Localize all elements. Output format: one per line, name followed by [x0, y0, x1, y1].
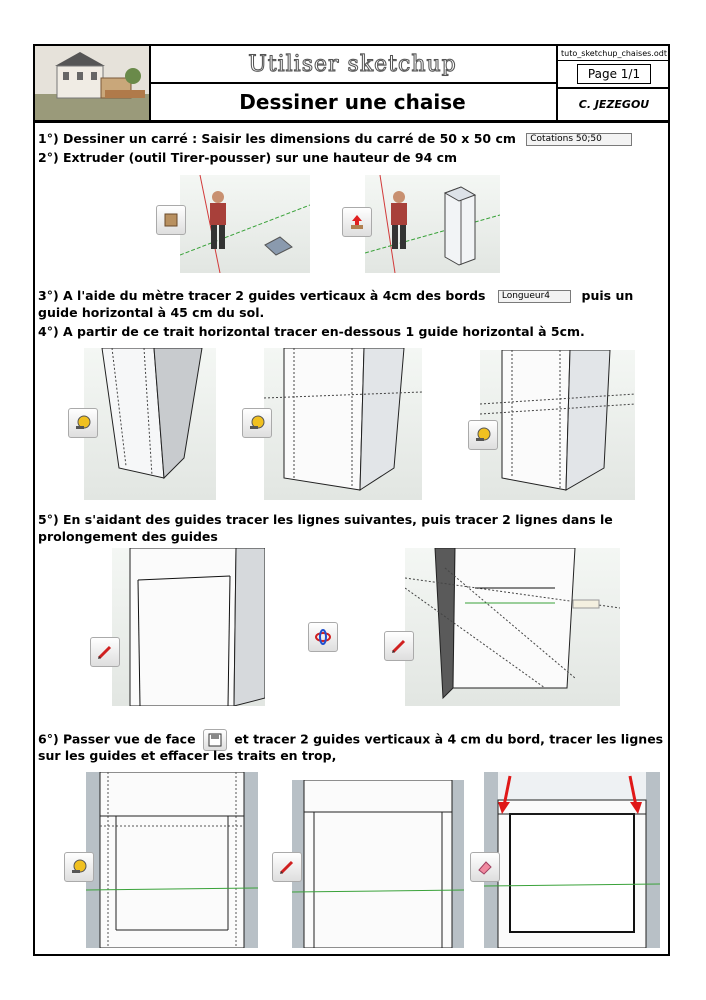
longueur-field	[498, 290, 571, 303]
front-view-image-1	[86, 772, 258, 948]
step-3-text-after: puis un	[581, 288, 634, 303]
guides-image-2	[264, 348, 422, 500]
pencil-icon[interactable]	[384, 631, 414, 661]
page-subtitle: Dessiner une chaise	[239, 90, 466, 114]
cotations-field	[526, 133, 631, 146]
lines-image-2	[405, 548, 620, 706]
field-label: Cotations	[530, 134, 574, 144]
page-number: Page 1/1	[577, 64, 651, 84]
front-view-image-3	[484, 772, 660, 948]
step-1-text: 1°) Dessiner un carré : Saisir les dimensions du carré de 50 x 50 cm	[38, 131, 516, 146]
field-value: 50;50	[575, 134, 602, 144]
file-name: tuto_sketchup_chaises.odt	[558, 46, 670, 61]
step-4: 4°) A partir de ce trait horizontal tracer en-dessous 1 guide horizontal à 5cm.	[38, 324, 585, 339]
step-6-text-b: et tracer 2 guides verticaux à 4 cm du bord, tracer les lignes	[234, 731, 664, 747]
step-6-text-a: 6°) Passer vue de face	[38, 731, 196, 747]
field-value: 4	[544, 291, 551, 301]
header-divider	[33, 120, 670, 123]
field-label: Longueur	[501, 291, 545, 301]
eraser-icon[interactable]	[470, 852, 500, 882]
guides-image-3	[480, 350, 635, 500]
tape-measure-icon[interactable]	[468, 420, 498, 450]
house-logo-image	[35, 46, 151, 120]
step-3-line-2: guide horizontal à 45 cm du sol.	[38, 305, 265, 320]
step-3-line-1	[38, 288, 633, 304]
pencil-icon[interactable]	[272, 852, 302, 882]
step-1	[38, 131, 632, 147]
guides-image-1	[84, 348, 216, 500]
step-3-text: 3°) A l'aide du mètre tracer 2 guides verticaux à 4cm des bords	[38, 288, 486, 303]
rectangle-icon[interactable]	[156, 205, 186, 235]
front-view-image-2	[292, 780, 464, 948]
pencil-icon[interactable]	[90, 637, 120, 667]
step-5-line-1: 5°) En s'aidant des guides tracer les lignes suivantes, puis tracer 2 lignes dans le	[38, 512, 613, 527]
lines-image-1	[112, 548, 265, 706]
page-title: Utiliser sketchup	[149, 46, 556, 84]
orbit-icon[interactable]	[308, 622, 338, 652]
tape-measure-icon[interactable]	[242, 408, 272, 438]
push-pull-icon[interactable]	[342, 207, 372, 237]
author: C. JEZEGOU	[558, 87, 670, 119]
square-drawing-image	[180, 175, 310, 273]
tape-measure-icon[interactable]	[68, 408, 98, 438]
step-5-line-2: prolongement des guides	[38, 529, 218, 544]
meta-column	[556, 46, 670, 120]
step-2: 2°) Extruder (outil Tirer-pousser) sur une hauteur de 94 cm	[38, 150, 458, 165]
tape-measure-icon[interactable]	[64, 852, 94, 882]
extruded-block-image	[365, 175, 500, 273]
step-6-line-2: sur les guides et effacer les traits en trop,	[38, 748, 337, 763]
